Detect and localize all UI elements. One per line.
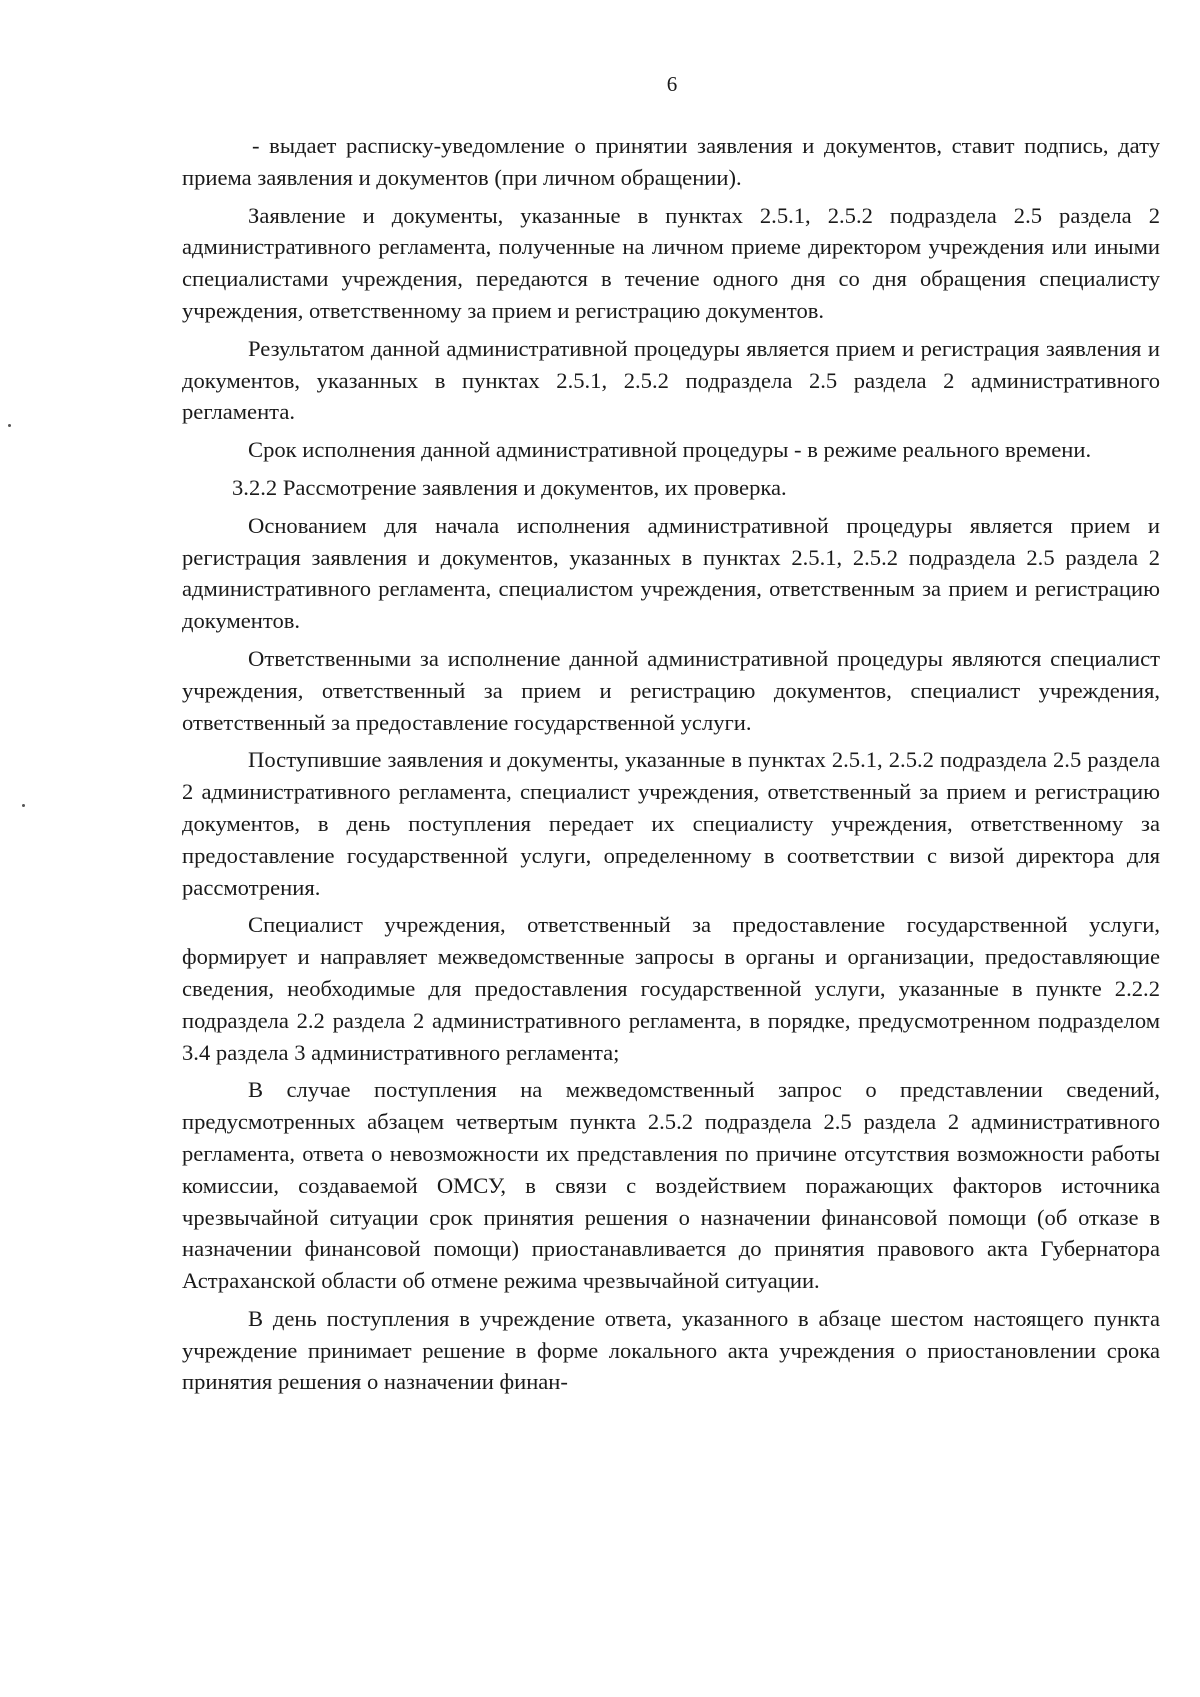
- paragraph-procedure-result: Результатом данной административной процедуры является прием и регистрация заявления и документов, указанных в пунктах 2.5.1, 2.5.2 подраздела 2.5 раздела 2 административного регламента.: [182, 335, 1160, 425]
- paragraph-receipt-notice: - выдает расписку-уведомление о принятии заявления и документов, ставит подпись, дату приема заявления и документов (при личном обращении).: [182, 133, 1160, 190]
- page-number: 6: [666, 72, 678, 96]
- paragraph-suspension-decision: В день поступления в учреждение ответа, указанного в абзаце шестом настоящего пункта учреждение принимает решение в форме локального акта учреждения о приостановлении срока принятия решения о назначении финан-: [182, 1305, 1160, 1395]
- paragraph-interagency-requests: Специалист учреждения, ответственный за предоставление государственной услуги, формирует и направляет межведомственные запросы в органы и организации, предоставляющие сведения, необходимые для предоставления государственной услуги, указанные в пункте 2.2.2 подраздела 2.2 раздела 2 административного регламента, в порядке, предусмотренном подразделом 3.4 раздела 3 административного регламента;: [182, 912, 1160, 1065]
- paragraph-incoming-applications: Поступившие заявления и документы, указанные в пунктах 2.5.1, 2.5.2 подраздела 2.5 раздела 2 административного регламента, специалист учреждения, ответственный за прием и регистрацию документов, в день поступления передает их специалисту учреждения, ответственному за предоставление государственной услуги, определенному в соответствии с визой директора для рассмотрения.: [182, 747, 1160, 900]
- paragraph-procedure-basis: Основанием для начала исполнения административной процедуры является прием и регистрация заявления и документов, указанных в пунктах 2.5.1, 2.5.2 подраздела 2.5 раздела 2 административного регламента, специалистом учреждения, ответственным за прием и регистрацию документов.: [182, 512, 1160, 634]
- paragraph-responsible-persons: Ответственными за исполнение данной административной процедуры являются специалист учреждения, ответственный за прием и регистрацию документов, специалист учреждения, ответственный за предоставление государственной услуги.: [182, 645, 1160, 735]
- paragraph-procedure-deadline: Срок исполнения данной административной процедуры - в режиме реального времени.: [248, 437, 1092, 463]
- document-body: [182, 130, 1160, 1398]
- scan-speck: [22, 804, 25, 807]
- paragraph-suspension-case: В случае поступления на межведомственный запрос о представлении сведений, предусмотренных абзацем четвертым пункта 2.5.2 подраздела 2.5 раздела 2 административного регламента, ответа о невозможности их представления по причине отсутствия возможности работы комиссии, создаваемой ОМСУ, в связи с воздействием поражающих факторов источника чрезвычайной ситуации срок принятия решения о назначении финансовой помощи (об отказе в назначении финансовой помощи) приостанавливается до принятия правового акта Губернатора Астраханской области об отмене режима чрезвычайной ситуации.: [182, 1077, 1160, 1294]
- section-heading-3-2-2: 3.2.2 Рассмотрение заявления и документов, их проверка.: [232, 474, 787, 500]
- scan-speck: [8, 424, 11, 427]
- paragraph-application-transfer: Заявление и документы, указанные в пунктах 2.5.1, 2.5.2 подраздела 2.5 раздела 2 административного регламента, полученные на личном приеме директором учреждения или иными специалистами учреждения, передаются в течение одного дня со дня обращения специалисту учреждения, ответственному за прием и регистрацию документов.: [182, 202, 1160, 323]
